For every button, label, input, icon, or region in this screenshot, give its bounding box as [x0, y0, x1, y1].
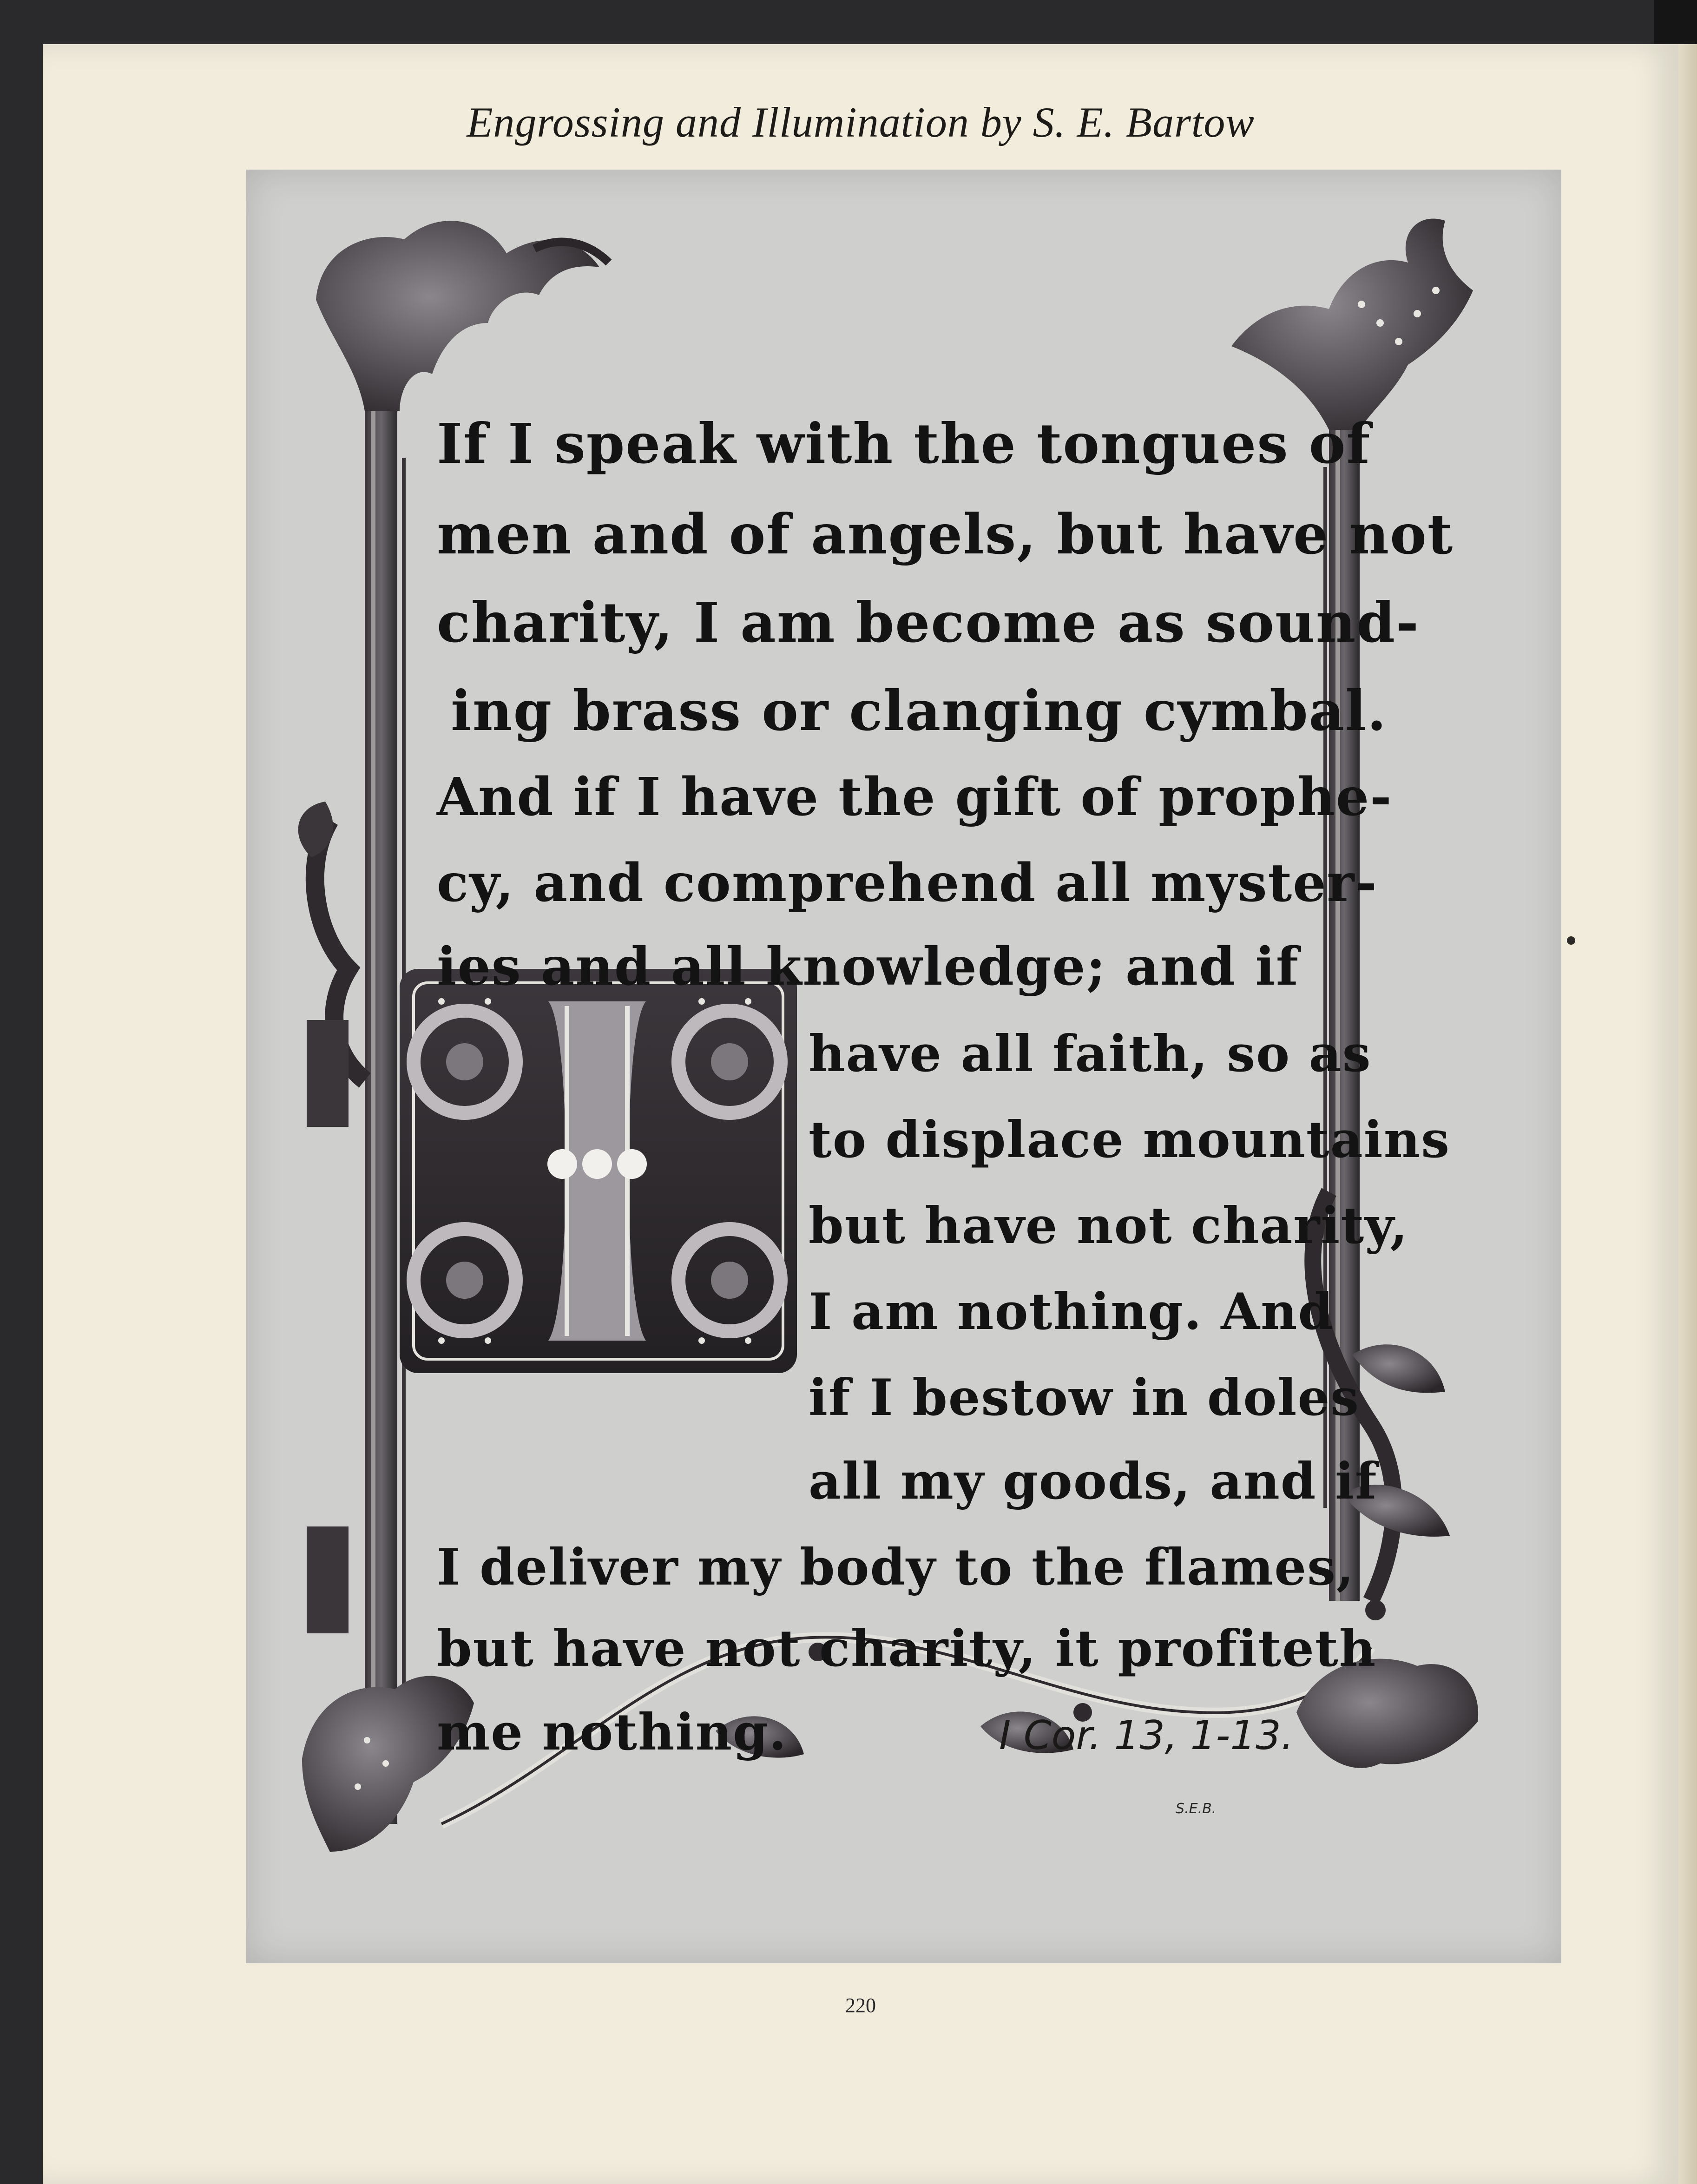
illuminated-plate [246, 170, 1561, 1963]
text-line-3: charity, I am become as sound- [437, 590, 1420, 655]
text-line-15: but have not charity, it profiteth [437, 1619, 1377, 1678]
margin-dot [1567, 936, 1575, 945]
text-line-12: if I bestow in doles [809, 1368, 1360, 1427]
page-gutter-edge [1678, 44, 1697, 2184]
text-line-14: I deliver my body to the flames, [437, 1538, 1355, 1597]
text-line-9: to displace mountains [809, 1111, 1451, 1169]
text-line-13: all my goods, and if [809, 1452, 1378, 1511]
illuminated-initial-block [400, 969, 797, 1373]
top-left-leaf-ornament [316, 221, 609, 411]
verse-reference: I Cor. 13, 1-13. [999, 1712, 1294, 1759]
artist-monogram: S.E.B. [1176, 1801, 1217, 1817]
text-line-10: but have not charity, [809, 1197, 1409, 1255]
left-border-bar [365, 393, 406, 1824]
text-line-7: ies and all knowledge; and if [437, 936, 1300, 997]
left-side-vine [298, 802, 365, 1633]
book-page [43, 44, 1678, 2184]
text-line-5: And if I have the gift of prophe- [437, 767, 1393, 828]
page-number: 220 [845, 1994, 876, 2017]
top-right-leaf-ornament [1231, 219, 1473, 430]
text-line-11: I am nothing. And [809, 1283, 1335, 1341]
text-line-16: me nothing. [437, 1703, 788, 1762]
text-line-6: cy, and comprehend all myster- [437, 853, 1378, 914]
text-line-8: have all faith, so as [809, 1025, 1372, 1083]
text-line-4: ing brass or clanging cymbal. [451, 678, 1388, 743]
page-heading: Engrossing and Illumination by S. E. Bartow [467, 99, 1255, 146]
text-line-2: men and of angels, but have not [437, 502, 1454, 566]
text-line-1: If I speak with the tongues of [437, 411, 1371, 476]
